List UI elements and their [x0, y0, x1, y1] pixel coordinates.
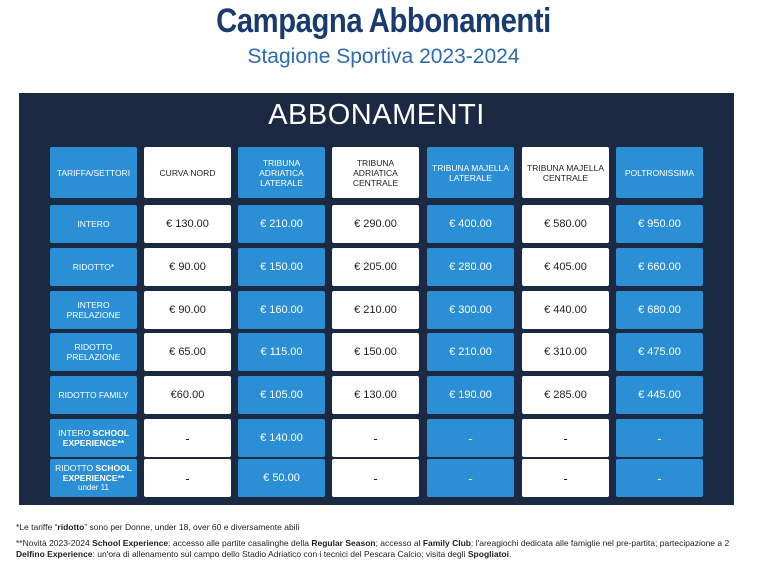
- price-cell: € 310.00: [522, 333, 609, 371]
- column-header: TRIBUNA ADRIATICA LATERALE: [238, 147, 325, 198]
- price-cell: € 290.00: [332, 205, 419, 243]
- row-label-part: under 11: [78, 483, 109, 492]
- page-subtitle: Stagione Sportiva 2023-2024: [247, 45, 520, 68]
- price-cell: € 130.00: [144, 205, 231, 243]
- price-cell: € 130.00: [332, 376, 419, 414]
- row-label: RIDOTTO FAMILY: [50, 376, 137, 414]
- row-label-part: SCHOOL EXPERIENCE**: [62, 463, 132, 483]
- price-cell: € 300.00: [427, 291, 514, 329]
- price-cell: € 210.00: [238, 205, 325, 243]
- footnote-school-experience: **Novità 2023-2024 School Experience: accesso alle partite casalinghe della Regular Season; accesso al Family Club: l'areagiochi dedicata alle famiglie nel pre-partita; partecipazione a 2 Delfino Experience: un'ora di allenamento sul campo dello Stadio Adriatico con i tecnici del Pescara Calcio; visita degli Spogliatoi.: [16, 538, 730, 559]
- price-cell: € 285.00: [522, 376, 609, 414]
- row-label: [50, 419, 137, 457]
- price-cell: -: [332, 419, 419, 457]
- price-cell: € 115.00: [238, 333, 325, 371]
- row-label-part: INTERO: [58, 428, 91, 438]
- price-cell: € 440.00: [522, 291, 609, 329]
- column-header: TRIBUNA MAJELLA CENTRALE: [522, 147, 609, 198]
- column-header: TRIBUNA ADRIATICA CENTRALE: [332, 147, 419, 198]
- row-label-part: SCHOOL EXPERIENCE**: [62, 428, 129, 448]
- price-cell: -: [522, 419, 609, 457]
- row-label: INTERO PRELAZIONE: [50, 291, 137, 329]
- price-cell: € 160.00: [238, 291, 325, 329]
- row-label: [50, 459, 137, 497]
- price-cell: € 190.00: [427, 376, 514, 414]
- price-cell: € 475.00: [616, 333, 703, 371]
- price-cell: -: [522, 459, 609, 497]
- price-cell: € 660.00: [616, 248, 703, 286]
- price-cell: -: [332, 459, 419, 497]
- price-cell: € 445.00: [616, 376, 703, 414]
- row-label: RIDOTTO*: [50, 248, 137, 286]
- price-cell: -: [616, 419, 703, 457]
- table-corner-header: TARIFFA/SETTORI: [50, 147, 137, 198]
- price-cell: € 680.00: [616, 291, 703, 329]
- column-header: CURVA NORD: [144, 147, 231, 198]
- price-cell: € 105.00: [238, 376, 325, 414]
- column-header: TRIBUNA MAJELLA LATERALE: [427, 147, 514, 198]
- row-label-part: RIDOTTO: [55, 463, 94, 473]
- pricing-panel: [19, 93, 734, 505]
- price-cell: € 210.00: [427, 333, 514, 371]
- price-cell: € 280.00: [427, 248, 514, 286]
- price-cell: € 405.00: [522, 248, 609, 286]
- price-cell: -: [144, 459, 231, 497]
- price-cell: € 205.00: [332, 248, 419, 286]
- price-cell: € 140.00: [238, 419, 325, 457]
- price-cell: € 400.00: [427, 205, 514, 243]
- price-cell: -: [427, 419, 514, 457]
- price-cell: € 50.00: [238, 459, 325, 497]
- price-cell: € 580.00: [522, 205, 609, 243]
- column-header: POLTRONISSIMA: [616, 147, 703, 198]
- row-label-text: [54, 428, 133, 448]
- price-cell: € 950.00: [616, 205, 703, 243]
- price-cell: -: [427, 459, 514, 497]
- price-cell: € 65.00: [144, 333, 231, 371]
- price-cell: €60.00: [144, 376, 231, 414]
- footnotes: [16, 522, 756, 565]
- price-cell: € 90.00: [144, 248, 231, 286]
- page-title: Campagna Abbonamenti: [216, 2, 551, 40]
- price-cell: € 150.00: [238, 248, 325, 286]
- row-label: RIDOTTO PRELAZIONE: [50, 333, 137, 371]
- row-label-text: [54, 463, 133, 493]
- price-cell: € 90.00: [144, 291, 231, 329]
- price-cell: € 150.00: [332, 333, 419, 371]
- panel-title: ABBONAMENTI: [268, 99, 485, 131]
- footnote-ridotto: *Le tariffe “ridotto” sono per Donne, under 18, over 60 e diversamente abili: [16, 522, 300, 532]
- price-cell: € 210.00: [332, 291, 419, 329]
- row-label: INTERO: [50, 205, 137, 243]
- price-cell: -: [616, 459, 703, 497]
- price-cell: -: [144, 419, 231, 457]
